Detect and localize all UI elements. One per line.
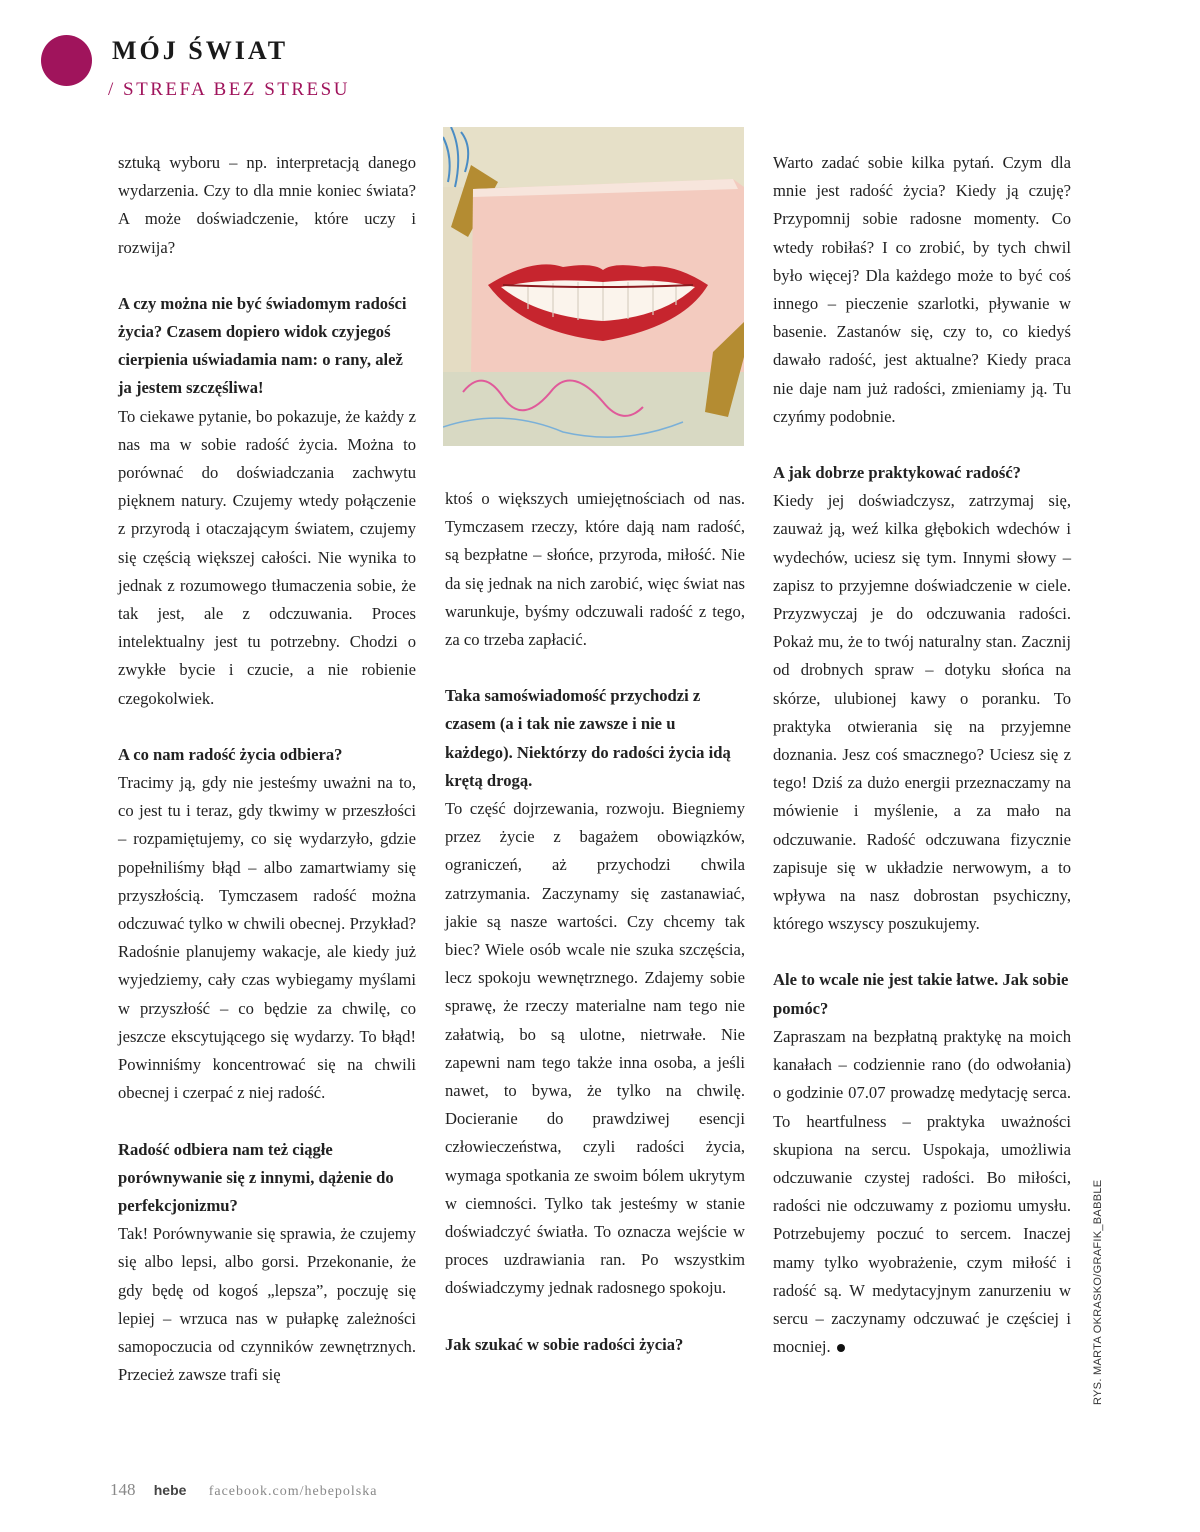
paragraph-text: Zapraszam na bezpłatną praktykę na moich kanałach – codziennie rano (do odwołania) o godzinie 07.07 prowadzę medytację serca. To heartfulness – praktyka uważności skupiona na sercu. Uspokaja, umożliwia odczuwanie czystej radości. Bo miłości, radości nie odczuwamy z poziomu umysłu. Potrzebujemy poczuć to sercem. Inaczej mamy tylko wyobrażenie, czym miłość i radość są. W medytacyjnym zanurzeniu w sercu – zaczynamy odczuwać je częściej i mocniej.: [773, 1026, 1071, 1357]
paragraph: Tak! Porównywanie się sprawia, że czujemy się albo lepsi, albo gorsi. Przekonanie, że gdy będę od kogoś „lepsza”, poczuję się lepiej – wrzuca nas w pułapkę zależności samopoczucia od czynników zewnętrznych. Przecież zawsze trafi się: [118, 1224, 416, 1385]
magazine-brand: hebe: [153, 1482, 187, 1498]
section-title: MÓJ ŚWIAT: [112, 36, 289, 65]
question-heading: Taka samoświadomość przychodzi z czasem (a i tak nie zawsze i nie u każdego). Niektórzy do radości życia idą krętą drogą.: [445, 686, 731, 790]
article-column-2: [445, 485, 745, 1359]
paragraph: To część dojrzewania, rozwoju. Biegniemy przez życie z bagażem obowiązków, ograniczeń, aż przychodzi chwila zatrzymania. Zaczynamy się zastanawiać, jakie są nasze wartości. Czy chcemy tak biec? Wiele osób wcale nie szuka szczęścia, lecz spokoju wewnętrznego. Zdajemy sobie sprawę, że rzeczy materialne nam tego nie załatwią, bo są ulotne, nietrwałe. Nie zapewni nam tego także inna osoba, a jeśli nawet, to bywa, że tylko na chwilę. Docieranie do prawdziwej esencji człowieczeństwa, czyli radości życia, wymaga spotkania ze swoim bólem ukrytym w ciemności. Tylko tak jesteśmy w stanie doświadczyć światła. To oznacza wejście w proces uzdrawiania ran. Po wszystkim doświadczymy jednak radosnego spokoju.: [445, 799, 745, 1298]
paragraph: To ciekawe pytanie, bo pokazuje, że każdy z nas ma w sobie radość życia. Można to porównać do doświadczania zachwytu pięknem natury. Czujemy wtedy połączenie z przyrodą i otaczającym światem, czujemy się częścią większej całości. Nie wynika to jednak z rozumowego tłumaczenia sobie, że tak jest, ale z odczuwania. Proces intelektualny jest tu potrzebny. Chodzi o zwykłe bycie i czucie, a nie robienie czegokolwiek.: [118, 406, 416, 708]
article-column-3: [773, 149, 1071, 1361]
question-heading: A jak dobrze praktykować radość?: [773, 463, 1021, 483]
question-heading: Ale to wcale nie jest takie łatwe. Jak sobie pomóc?: [773, 970, 1069, 1018]
paragraph: Kiedy jej doświadczysz, zatrzymaj się, zauważ ją, weź kilka głębokich wdechów i wydechów, uciesz się tym. Innymi słowy – zapisz to przyjemne doświadczenie w ciele. Przyzwyczaj je do odczuwania radości. Pokaż mu, że to twój naturalny stan. Zacznij od drobnych spraw – dotyku słońca na skórze, ulubionej kawy o poranku. To praktyka otwierania się na przyjemne doznania. Jesz coś smacznego? Uciesz się z tego! Dziś za dużo energii przeznaczamy na mówienie i myślenie, a za mało na odczuwanie. Radość odczuwana fizycznie zapisuje się w układzie nerwowym, a to wpływa na nasz dobrostan psychiczny, którego wszyscy poszukujemy.: [773, 491, 1071, 934]
paragraph: ktoś o większych umiejętnościach od nas. Tymczasem rzeczy, które dają nam radość, są bezpłatne – słońce, przyroda, miłość. Nie da się jednak na nich zarobić, więc świat nas warunkuje, byśmy odczuwali radość z tego, za co trzeba zapłacić.: [445, 489, 745, 650]
lips-illustration: [443, 127, 744, 446]
question-heading: Radość odbiera nam też ciągłe porównywanie się z innymi, dążenie do perfekcjonizmu?: [118, 1139, 394, 1215]
smiling-lips-collage-icon: [443, 127, 744, 446]
question-heading: A czy można nie być świadomym radości życia? Czasem dopiero widok czyjegoś cierpienia uświadamia nam: o rany, alež ja jestem szczęśliwa!: [118, 293, 407, 398]
question-heading: A co nam radość życia odbiera?: [118, 744, 343, 764]
article-column-1: [118, 149, 416, 1389]
paragraph-final: [773, 1023, 1071, 1361]
page-footer: [110, 1480, 377, 1500]
page-number: 148: [110, 1480, 136, 1499]
end-mark-icon: [837, 1344, 845, 1352]
paragraph: sztuką wyboru – np. interpretacją danego wydarzenia. Czy to dla mnie koniec świata? A może doświadczenie, które uczy i rozwija?: [118, 153, 416, 257]
paragraph: Tracimy ją, gdy nie jesteśmy uważni na to, co jest tu i teraz, gdy tkwimy w przeszłości – rozpamiętujemy, co się wydarzyło, gdzie popełniliśmy błąd – albo zamartwiamy się przyszłością. Tymczasem radość można odczuwać tylko w chwili obecnej. Przykład? Radośnie planujemy wakacje, ale kiedy już wyjedziemy, cały czas wybiegamy myślami w przyszłość – co będzie za chwilę, co jeszcze ekscytującego się wydarzy. To błąd! Powinniśmy koncentrować się na chwili obecnej i czerpać z niej radość.: [118, 773, 416, 1103]
paragraph: Warto zadać sobie kilka pytań. Czym dla mnie jest radość życia? Kiedy ją czuję? Przypomnij sobie radosne momenty. Co wtedy robiłaś? I co zrobić, by tych chwil było więcej? Dla każdego może to być coś innego – pieczenie szarlotki, pływanie w basenie. Zastanów się, czy to, co kiedyś dawało radość, jest aktualne? Kiedy praca nie daje nam już radości, zmieniamy ją. Tu czyńmy podobnie.: [773, 153, 1071, 426]
illustration-credit: RYS. MARTA OKRASKO/GRAFIK_BABBLE: [1092, 1179, 1104, 1405]
section-color-dot: [41, 35, 92, 86]
question-heading: Jak szukać w sobie radości życia?: [445, 1334, 684, 1354]
facebook-link[interactable]: facebook.com/hebepolska: [208, 1484, 378, 1499]
section-subtitle: / STREFA BEZ STRESU: [108, 79, 350, 100]
